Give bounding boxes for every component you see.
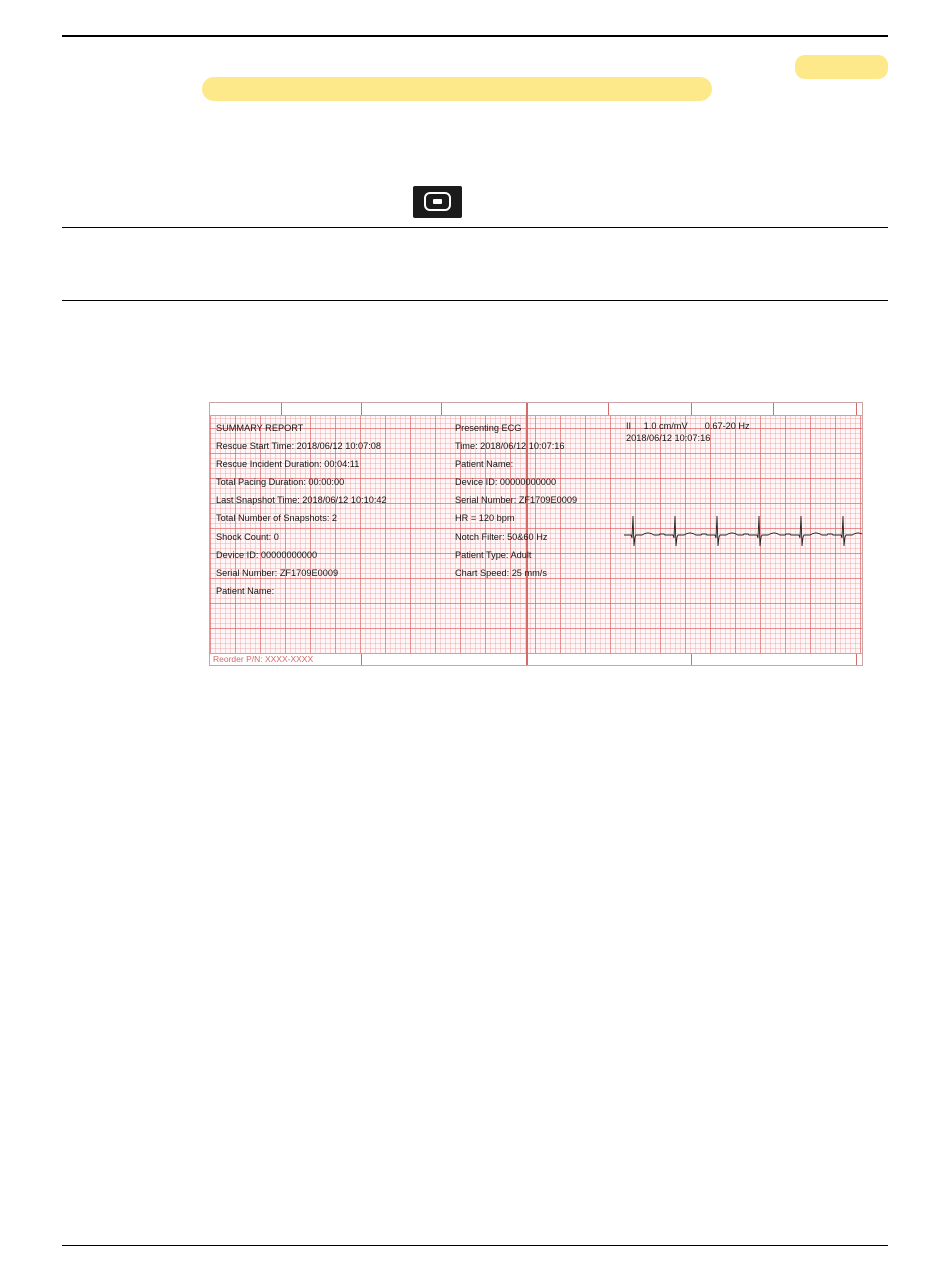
ecg-waveform <box>624 513 863 553</box>
presenting-ecg-column <box>455 421 577 584</box>
patient-type: Patient Type: Adult <box>455 549 532 560</box>
last-snapshot-time: Last Snapshot Time: 2018/06/12 10:10:42 <box>216 495 387 506</box>
device-id: Device ID: 00000000000 <box>216 549 318 560</box>
bottom-rule <box>62 1245 888 1246</box>
chart-speed: Chart Speed: 25 mm/s <box>455 567 547 578</box>
total-snapshots: Total Number of Snapshots: 2 <box>216 513 338 524</box>
notch-filter: Notch Filter: 50&60 Hz <box>455 531 548 542</box>
total-pacing-duration: Total Pacing Duration: 00:00:00 <box>216 477 345 488</box>
section-rule-1 <box>62 227 888 228</box>
section-rule-2 <box>62 300 888 301</box>
shock-count: Shock Count: 0 <box>216 531 279 542</box>
heart-rate: HR = 120 bpm <box>455 513 515 524</box>
presenting-device-id: Device ID: 00000000000 <box>455 477 557 488</box>
ecg-timestamp: 2018/06/12 10:07:16 <box>626 433 711 443</box>
ecg-lead: II <box>626 421 632 431</box>
presenting-serial-number: Serial Number: ZF1709E0009 <box>455 495 578 506</box>
ecg-gain: 1.0 cm/mV <box>643 421 688 431</box>
summary-title: SUMMARY REPORT <box>216 423 304 433</box>
reorder-part-number: Reorder P/N: XXXX-XXXX <box>213 654 314 664</box>
serial-number: Serial Number: ZF1709E0009 <box>216 567 339 578</box>
patient-name: Patient Name: <box>216 585 275 596</box>
presenting-patient-name: Patient Name: <box>455 459 514 470</box>
highlight-marker-wide <box>202 77 712 101</box>
ecg-bandwidth: 0.67-20 Hz <box>704 421 750 431</box>
highlight-marker-small <box>795 55 888 79</box>
rescue-start-time: Rescue Start Time: 2018/06/12 10:07:08 <box>216 441 381 452</box>
summary-column <box>216 421 387 602</box>
top-rule <box>62 35 888 37</box>
ecg-trace <box>624 516 863 546</box>
screen-key-icon <box>413 186 462 218</box>
presenting-time: Time: 2018/06/12 10:07:16 <box>455 441 565 452</box>
ecg-header <box>626 420 750 444</box>
rescue-incident-duration: Rescue Incident Duration: 00:04:11 <box>216 459 360 470</box>
ecg-summary-report <box>209 402 863 666</box>
report-top-band <box>210 403 862 416</box>
presenting-title: Presenting ECG <box>455 423 522 433</box>
